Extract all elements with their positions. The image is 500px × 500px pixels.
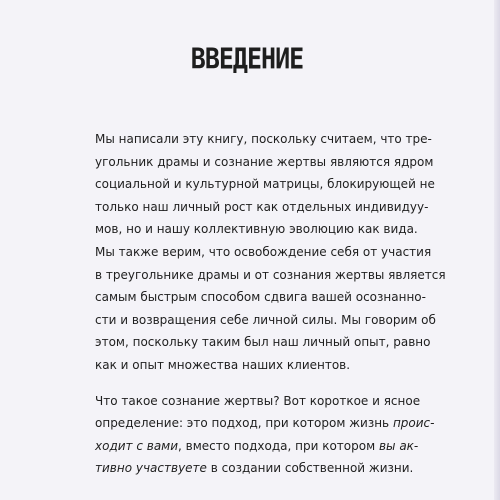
- page-edge-shadow: [494, 0, 500, 500]
- text-line: угольник драмы и сознание жертвы являются ядром: [95, 154, 434, 169]
- text-line: Мы написали эту книгу, поскольку считаем, что тре-: [95, 132, 432, 146]
- text-line: [95, 412, 435, 435]
- paragraph-2: [95, 390, 435, 480]
- paragraph-spacer: [95, 377, 403, 390]
- text-line: сти и возвращения себе личной силы. Мы говорим об: [95, 312, 436, 327]
- text-line: [95, 435, 419, 458]
- text-line: социальной и культурной матрицы, блокирующей не: [95, 177, 435, 192]
- text-line: самым быстрым способом сдвига вашей осознанно-: [95, 290, 426, 305]
- text-line: мов, но и нашу коллективную эволюцию как вида.: [95, 222, 418, 237]
- italic-run: тивно участвуете: [95, 461, 207, 476]
- page-body-text: [95, 128, 446, 480]
- text-line: как и опыт множества наших клиентов.: [95, 357, 351, 372]
- text-run: определение: это подход, при котором жизнь: [95, 416, 393, 431]
- text-line: Мы также верим, что освобождение себя от участия: [95, 244, 432, 259]
- text-line: только наш личный рост как отдельных индивидуу-: [95, 199, 429, 214]
- chapter-heading: ВВЕДЕНИЕ: [190, 41, 304, 76]
- italic-run: ходит с вами: [95, 438, 179, 453]
- italic-run: проис-: [392, 416, 435, 431]
- text-line: Что такое сознание жертвы? Вот короткое и ясное: [95, 393, 421, 408]
- text-run: , вместо подхода, при котором: [178, 438, 379, 453]
- text-line: этом, поскольку таким был наш личный опыт, равно: [95, 335, 431, 350]
- italic-run: вы ак-: [378, 438, 419, 453]
- text-line: в треугольнике драмы и от сознания жертвы является: [95, 267, 446, 282]
- text-line: [95, 457, 414, 480]
- paragraph-1: [95, 128, 446, 377]
- text-run: в создании собственной жизни.: [206, 461, 414, 476]
